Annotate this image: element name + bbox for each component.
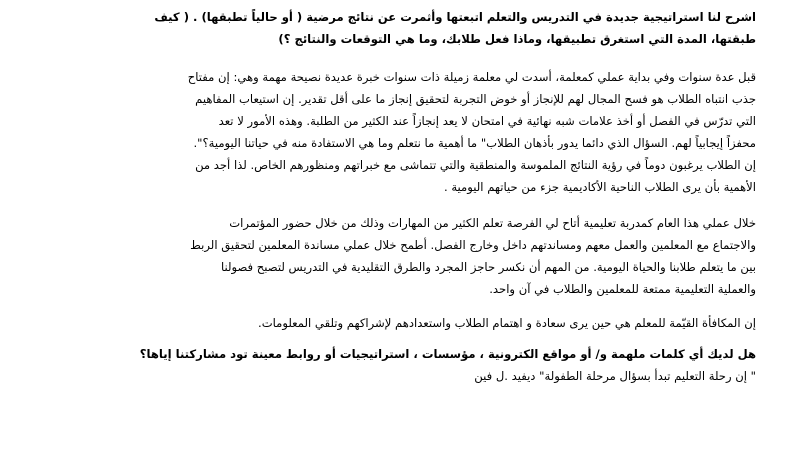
paragraph-2-line: خلال عملي هذا العام كمدربة تعليمية أتاح لي الفرصة تعلم الكثير من المهارات وذلك من خلال حضور المؤتمرات <box>229 216 756 230</box>
question-line-1: اشرح لنا استراتيجية جديدة في التدريس والتعلم اتبعتها وأثمرت عن نتائج مرضية ( أو حالياً تطبقها) . ( كيف <box>154 10 756 24</box>
closing-question: هل لديك أي كلمات ملهمة و/ أو مواقع الكترونية ، مؤسسات ، استراتيجيات أو روابط معينة تود مشاركتنا إياها؟ <box>139 347 756 361</box>
paragraph-1-line: إن الطلاب يرغبون دوماً في رؤية النتائج الملموسة والمنطقية والتي تتماشى مع خبراتهم ومنظورهم الخاص. لذا أجد من <box>195 158 756 172</box>
paragraph-1 <box>32 66 756 198</box>
spacer <box>32 198 756 212</box>
paragraph-2-line: بين ما يتعلم طلابنا والحياة اليومية. من المهم أن نكسر حاجز المجرد والطرق التقليدية في التدريس لتصبح فصولنا <box>220 260 756 274</box>
spacer <box>32 334 756 343</box>
quote-line: " إن رحلة التعليم تبدأ بسؤال مرحلة الطفولة" ديفيد .ل فين <box>474 369 756 383</box>
question-line-2: طبقتها، المدة التي استغرق تطبيقها، وماذا فعل طلابك، وما هي التوقعات والنتائج ؟) <box>278 32 756 46</box>
paragraph-1-line: التي تدرّس في الفصل أو أخذ علامات شبه نهائية في امتحان لا يعد إنجازاً عند الكثير من الطلبة. وهذه الأمور لا تعد <box>218 114 756 128</box>
paragraph-1-line: الأهمية بأن يرى الطلاب الناحية الأكاديمية جزء من حياتهم اليومية . <box>443 180 756 194</box>
paragraph-2-line: والعملية التعليمية ممتعة للمعلمين والطلاب في آن واحد. <box>489 282 756 296</box>
paragraph-3-line: إن المكافأة القيّمة للمعلم هي حين يرى سعادة و اهتمام الطلاب واستعدادهم لإشراكهم وتلقي المعلومات. <box>258 316 756 330</box>
paragraph-1-line: قبل عدة سنوات وفي بداية عملي كمعلمة، أسدت لي معلمة زميلة ذات سنوات خبرة عديدة نصيحة مهمة وهي: إن مفتاح <box>187 70 756 84</box>
paragraph-3 <box>32 312 756 334</box>
spacer <box>32 50 756 66</box>
paragraph-2-line: والاجتماع مع المعلمين والعمل معهم ومساندتهم داخل وخارج الفصل. أطمح خلال عملي مساندة المعلمين لتحقيق الربط <box>190 238 756 252</box>
paragraph-1-line: محفزاً إيجابياً لهم. السؤال الذي دائما يدور بأذهان الطلاب" ما أهمية ما نتعلم وما هي الاستفادة منه في حياتنا اليومية؟". <box>193 136 756 150</box>
paragraph-1-line: جذب انتباه الطلاب هو فسح المجال لهم للإنجاز أو خوض التجربة لتحقيق إنجاز ما على أقل تقدير. إن استيعاب المفاهيم <box>195 92 756 106</box>
paragraph-2 <box>32 212 756 300</box>
spacer <box>32 300 756 312</box>
